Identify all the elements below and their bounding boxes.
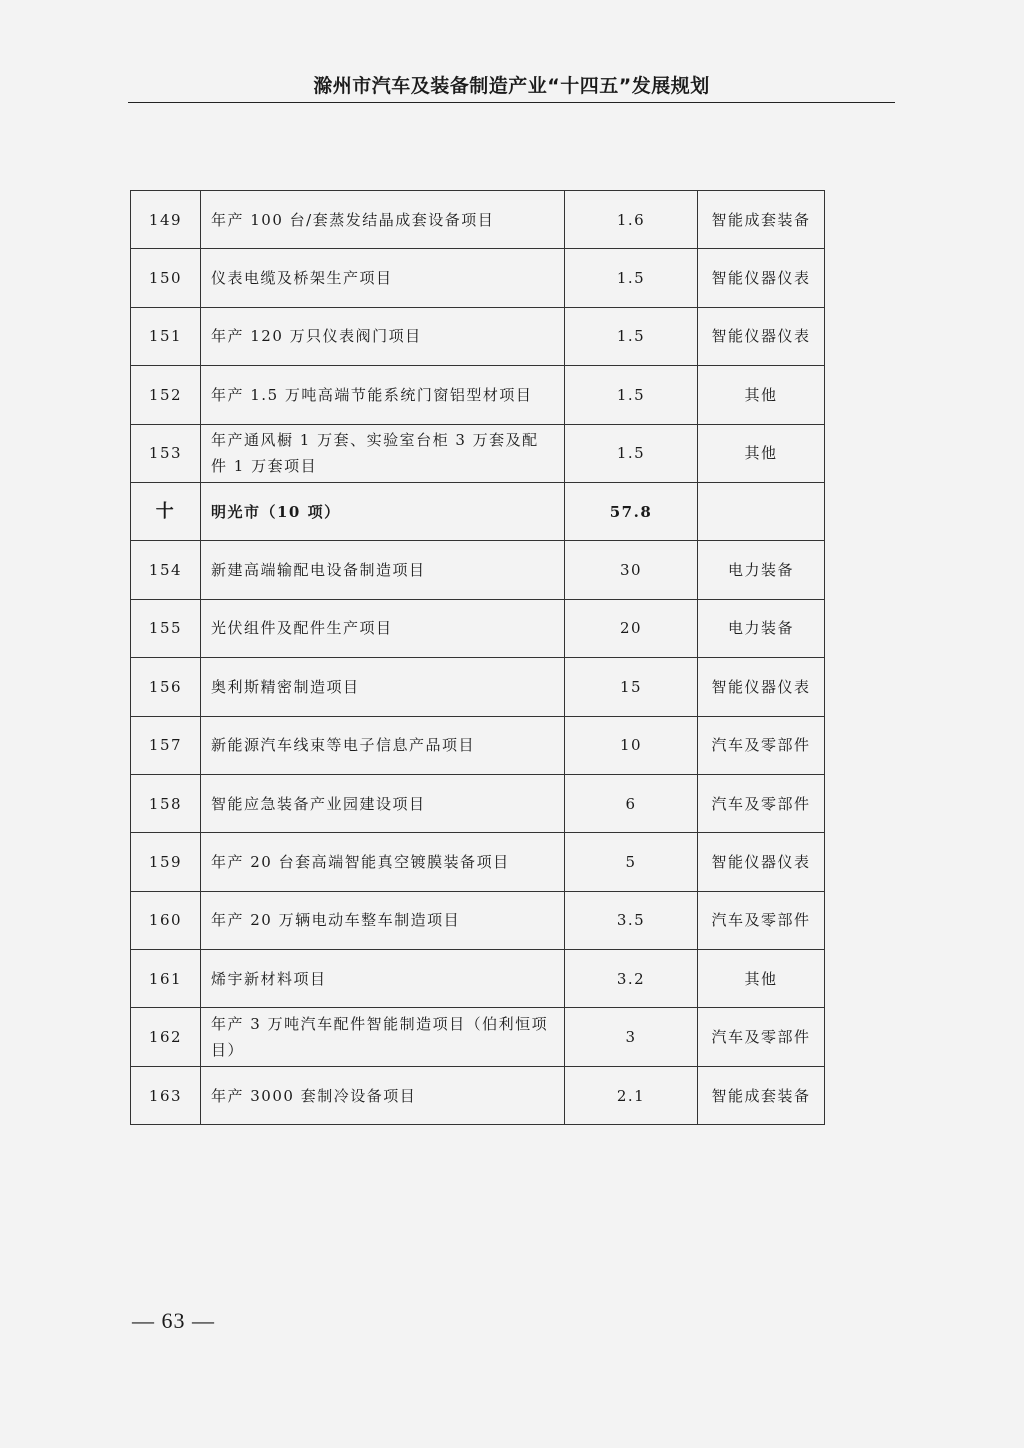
investment-amount: 5 bbox=[565, 833, 698, 891]
table-row bbox=[131, 424, 825, 482]
table-row bbox=[131, 541, 825, 599]
project-table-body bbox=[131, 191, 825, 1125]
industry-category: 汽车及零部件 bbox=[698, 716, 825, 774]
project-name: 智能应急装备产业园建设项目 bbox=[201, 774, 565, 832]
page-number: — 63 — bbox=[132, 1308, 215, 1333]
industry-category: 电力装备 bbox=[698, 541, 825, 599]
investment-amount: 20 bbox=[565, 599, 698, 657]
investment-amount: 15 bbox=[565, 658, 698, 716]
table-row bbox=[131, 191, 825, 249]
table-row bbox=[131, 1066, 825, 1124]
investment-amount: 10 bbox=[565, 716, 698, 774]
investment-amount: 1.5 bbox=[565, 307, 698, 365]
project-name: 年产 1.5 万吨高端节能系统门窗铝型材项目 bbox=[201, 366, 565, 424]
table-row bbox=[131, 716, 825, 774]
table-row bbox=[131, 599, 825, 657]
industry-category: 智能仪器仪表 bbox=[698, 249, 825, 307]
table-row bbox=[131, 833, 825, 891]
table-row bbox=[131, 1008, 825, 1066]
project-name: 年产 20 台套高端智能真空镀膜装备项目 bbox=[201, 833, 565, 891]
project-name: 光伏组件及配件生产项目 bbox=[201, 599, 565, 657]
row-number: 157 bbox=[131, 716, 201, 774]
project-name: 新能源汽车线束等电子信息产品项目 bbox=[201, 716, 565, 774]
page-header-title: 滁州市汽车及装备制造产业“十四五”发展规划 bbox=[128, 70, 895, 103]
industry-category: 智能成套装备 bbox=[698, 1066, 825, 1124]
row-number: 153 bbox=[131, 424, 201, 482]
investment-amount: 3 bbox=[565, 1008, 698, 1066]
investment-amount: 30 bbox=[565, 541, 698, 599]
industry-category: 其他 bbox=[698, 950, 825, 1008]
row-number: 150 bbox=[131, 249, 201, 307]
project-name: 新建高端输配电设备制造项目 bbox=[201, 541, 565, 599]
industry-category bbox=[698, 482, 825, 540]
row-number: 160 bbox=[131, 891, 201, 949]
industry-category: 智能仪器仪表 bbox=[698, 307, 825, 365]
industry-category: 智能仪器仪表 bbox=[698, 658, 825, 716]
investment-amount: 1.5 bbox=[565, 366, 698, 424]
investment-amount: 1.5 bbox=[565, 249, 698, 307]
investment-amount: 3.2 bbox=[565, 950, 698, 1008]
investment-amount: 6 bbox=[565, 774, 698, 832]
project-name: 年产 3 万吨汽车配件智能制造项目（伯利恒项目） bbox=[201, 1008, 565, 1066]
row-number: 161 bbox=[131, 950, 201, 1008]
industry-category: 汽车及零部件 bbox=[698, 1008, 825, 1066]
project-name: 年产通风橱 1 万套、实验室台柜 3 万套及配件 1 万套项目 bbox=[201, 424, 565, 482]
row-number: 154 bbox=[131, 541, 201, 599]
project-name: 奥利斯精密制造项目 bbox=[201, 658, 565, 716]
industry-category: 汽车及零部件 bbox=[698, 774, 825, 832]
industry-category: 智能仪器仪表 bbox=[698, 833, 825, 891]
industry-category: 电力装备 bbox=[698, 599, 825, 657]
row-number: 155 bbox=[131, 599, 201, 657]
project-name: 年产 120 万只仪表阀门项目 bbox=[201, 307, 565, 365]
row-number: 149 bbox=[131, 191, 201, 249]
table-row bbox=[131, 658, 825, 716]
row-number: 162 bbox=[131, 1008, 201, 1066]
project-name: 年产 20 万辆电动车整车制造项目 bbox=[201, 891, 565, 949]
table-row bbox=[131, 774, 825, 832]
project-name: 烯宇新材料项目 bbox=[201, 950, 565, 1008]
table-row bbox=[131, 950, 825, 1008]
project-name: 年产 100 台/套蒸发结晶成套设备项目 bbox=[201, 191, 565, 249]
table-row bbox=[131, 891, 825, 949]
investment-amount: 3.5 bbox=[565, 891, 698, 949]
row-number: 152 bbox=[131, 366, 201, 424]
row-number: 159 bbox=[131, 833, 201, 891]
table-row bbox=[131, 366, 825, 424]
row-number: 156 bbox=[131, 658, 201, 716]
project-name: 明光市（10 项） bbox=[201, 482, 565, 540]
section-row bbox=[131, 482, 825, 540]
table-row bbox=[131, 307, 825, 365]
row-number: 158 bbox=[131, 774, 201, 832]
row-number: 十 bbox=[131, 482, 201, 540]
investment-amount: 1.6 bbox=[565, 191, 698, 249]
industry-category: 其他 bbox=[698, 366, 825, 424]
industry-category: 汽车及零部件 bbox=[698, 891, 825, 949]
investment-amount: 57.8 bbox=[565, 482, 698, 540]
project-table bbox=[130, 190, 825, 1125]
industry-category: 智能成套装备 bbox=[698, 191, 825, 249]
project-name: 年产 3000 套制冷设备项目 bbox=[201, 1066, 565, 1124]
industry-category: 其他 bbox=[698, 424, 825, 482]
investment-amount: 2.1 bbox=[565, 1066, 698, 1124]
table-row bbox=[131, 249, 825, 307]
project-name: 仪表电缆及桥架生产项目 bbox=[201, 249, 565, 307]
investment-amount: 1.5 bbox=[565, 424, 698, 482]
row-number: 151 bbox=[131, 307, 201, 365]
row-number: 163 bbox=[131, 1066, 201, 1124]
